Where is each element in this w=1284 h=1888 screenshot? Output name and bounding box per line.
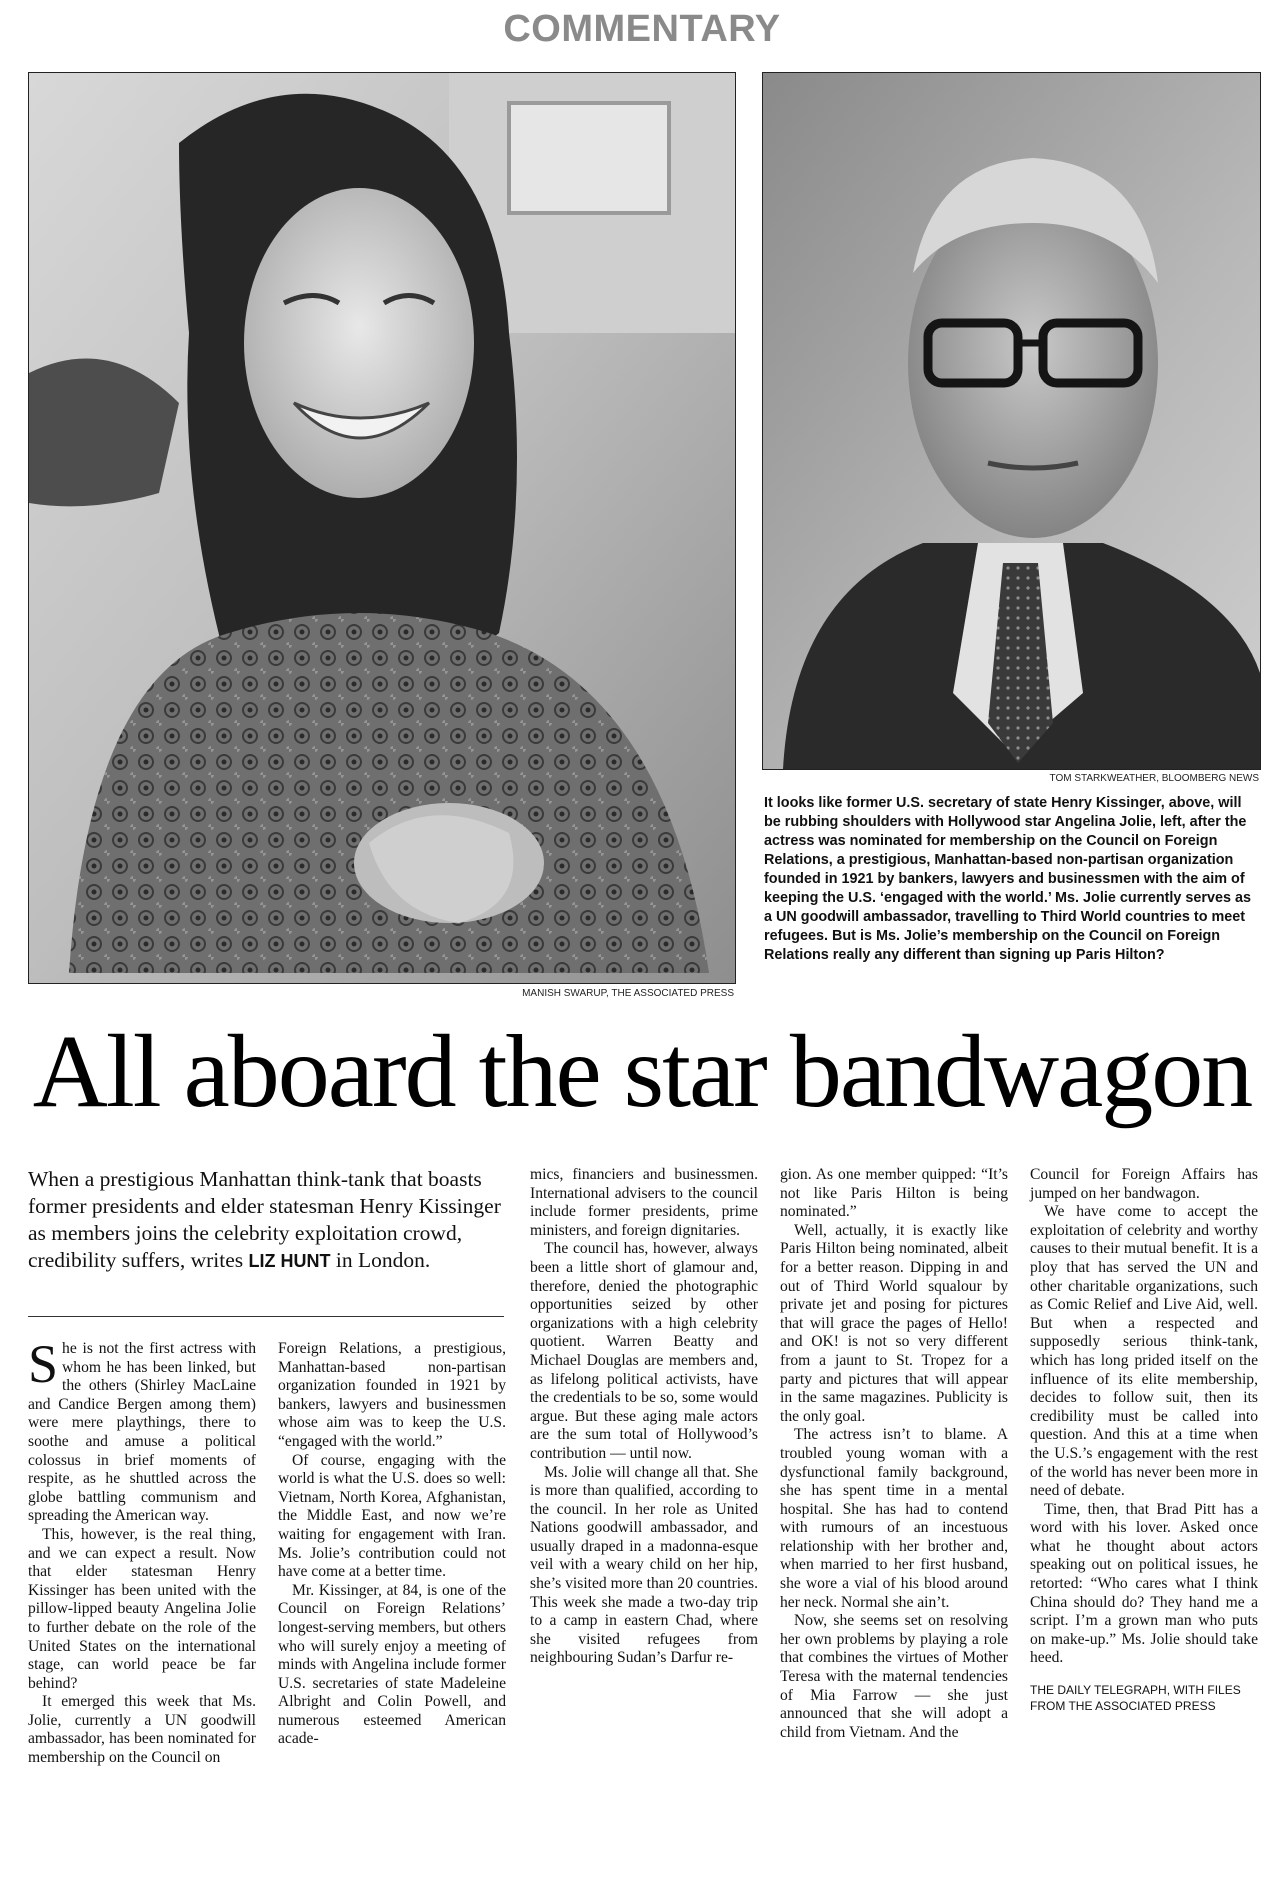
photo-credit-right: TOM STARKWEATHER, BLOOMBERG NEWS bbox=[1049, 773, 1259, 784]
source-line: THE DAILY TELEGRAPH, WITH FILES FROM THE ASSOCIATED PRESS bbox=[1030, 1683, 1241, 1714]
body-column-1 bbox=[28, 1334, 256, 1768]
paragraph: It emerged this week that Ms. Jolie, currently a UN goodwill ambassador, has been nominated for membership on the Council on bbox=[28, 1693, 256, 1767]
section-title: COMMENTARY bbox=[503, 8, 781, 50]
body-column-5 bbox=[1030, 1166, 1258, 1714]
byline: LIZ HUNT bbox=[248, 1251, 331, 1271]
drop-cap: S bbox=[28, 1334, 59, 1394]
deck-text: When a prestigious Manhattan think-tank that boasts former presidents and elder statesman Henry Kissinger as members joins the celebrity exploitation crowd, credibility suffers, writes bbox=[28, 1167, 501, 1272]
paragraph: Foreign Relations, a prestigious, Manhattan-based non-partisan organization founded in 1921 by bankers, lawyers and businessmen whose aim was to keep the U.S. “engaged with the world.” bbox=[278, 1340, 506, 1450]
photo-kissinger bbox=[762, 72, 1261, 770]
body-column-3 bbox=[530, 1166, 758, 1668]
photo-credit-left: MANISH SWARUP, THE ASSOCIATED PRESS bbox=[522, 988, 734, 999]
paragraph: Mr. Kissinger, at 84, is one of the Council on Foreign Relations’ longest-serving members, but others who will surely enjoy a meeting of minds with Angelina include former U.S. secretaries of state Madeleine Albright and Colin Powell, and numerous esteemed American acade- bbox=[278, 1581, 506, 1748]
paragraph: Of course, engaging with the world is what the U.S. does so well: Vietnam, North Korea, Afghanistan, the Middle East, and now we’re waiting for engagement with Iran. Ms. Jolie’s contribution could not have come at a better time. bbox=[278, 1451, 506, 1581]
paragraph: gion. As one member quipped: “It’s not like Paris Hilton is being nominated.” bbox=[780, 1166, 1008, 1221]
paragraph: Council for Foreign Affairs has jumped on her bandwagon. bbox=[1030, 1166, 1258, 1202]
paragraph: Time, then, that Brad Pitt has a word with his lover. Asked once what he thought about actors speaking out on political issues, he retorted: “Who cares what I think China should do? They hand me a script. I’m a grown man who puts on make-up.” Ms. Jolie should take heed. bbox=[1030, 1500, 1258, 1667]
paragraph: Well, actually, it is exactly like Paris Hilton being nominated, albeit for a better reason. Dipping in and out of Third World squalour by private jet and posing for pictures that will grace the pages of Hello! and OK! is not so very different from a jaunt to St. Tropez for a party and pictures that will appear in the same magazines. Publicity is the only goal. bbox=[780, 1221, 1008, 1425]
paragraph: She is not the first actress with whom he has been linked, but the others (Shirley MacLaine and Candice Bergen among them) were mere playthings, there to soothe and amuse a political colossus in brief moments of respite, as he shuttled across the globe battling communism and spreading the American way. bbox=[28, 1334, 256, 1525]
deck bbox=[28, 1166, 502, 1275]
deck-divider bbox=[28, 1316, 504, 1317]
photo-jolie bbox=[28, 72, 736, 984]
paragraph: Ms. Jolie will change all that. She is more than qualified, according to the council. In her role as United Nations goodwill ambassador, and usually draped in a madonna-esque veil with a weary child on her hip, she’s visited more than 20 countries. This week she made a two-day trip to a camp in eastern Chad, where she visited refugees from neighbouring Sudan’s Darfur re- bbox=[530, 1463, 758, 1667]
paragraph: Now, she seems set on resolving her own problems by playing a role that combines the virtues of Mother Teresa with the maternal tendencies of Mia Farrow — she just announced that she will adopt a child from Vietnam. And the bbox=[780, 1612, 1008, 1741]
paragraph: This, however, is the real thing, and we can expect a result. Now that elder statesman Henry Kissinger has been united with the pillow-lipped beauty Angelina Jolie to further debate on the role of the United States on the international stage, can world peace be far behind? bbox=[28, 1525, 256, 1692]
paragraph: mics, financiers and businessmen. International advisers to the council include former presidents, prime ministers, and foreign dignitaries. bbox=[530, 1166, 758, 1239]
photo-caption: It looks like former U.S. secretary of state Henry Kissinger, above, will be rubbing shoulders with Hollywood star Angelina Jolie, left, after the actress was nominated for membership on the Council on Foreign Relations, a prestigious, Manhattan-based non-partisan organization founded in 1921 by bankers, lawyers and businessmen with the aim of keeping the U.S. ‘engaged with the world.’ Ms. Jolie currently serves as a UN goodwill ambassador, travelling to Third World countries to meet refugees. But is Ms. Jolie’s membership on the Council on Foreign Relations really any different than signing up Paris Hilton? bbox=[764, 795, 1252, 963]
paragraph: We have come to accept the exploitation of celebrity and worthy causes to their mutual benefit. It is a ploy that has served the UN and other charitable organizations, such as Comic Relief and Live Aid, well. But when a respected and supposedly serious think-tank, which has long prided itself on the influence of its elite membership, decides to follow suit, then its credibility must be called into question. And this at a time when the U.S.’s engagement with the rest of the world has never been more in need of debate. bbox=[1030, 1203, 1258, 1500]
body-column-2 bbox=[278, 1340, 506, 1749]
paragraph: The actress isn’t to blame. A troubled young woman with a dysfunctional family background, she has spent time in a mental hospital. She has had to contend with rumours of an incestuous relationship with her brother and, when married to her first husband, she wore a vial of his blood around her neck. Normal she ain’t. bbox=[780, 1426, 1008, 1611]
headline: All aboard the star bandwagon bbox=[32, 1014, 1252, 1129]
body-column-4 bbox=[780, 1166, 1008, 1742]
paragraph: The council has, however, always been a little short of glamour and, therefore, denied the photographic opportunities seized by other organizations with a high celebrity quotient. Warren Beatty and Michael Douglas are members and, as lifelong political activists, have the credentials to be so, some would argue. But these aging male actors are the sum total of Hollywood’s contribution — until now. bbox=[530, 1240, 758, 1462]
byline-location: in London. bbox=[335, 1248, 431, 1272]
